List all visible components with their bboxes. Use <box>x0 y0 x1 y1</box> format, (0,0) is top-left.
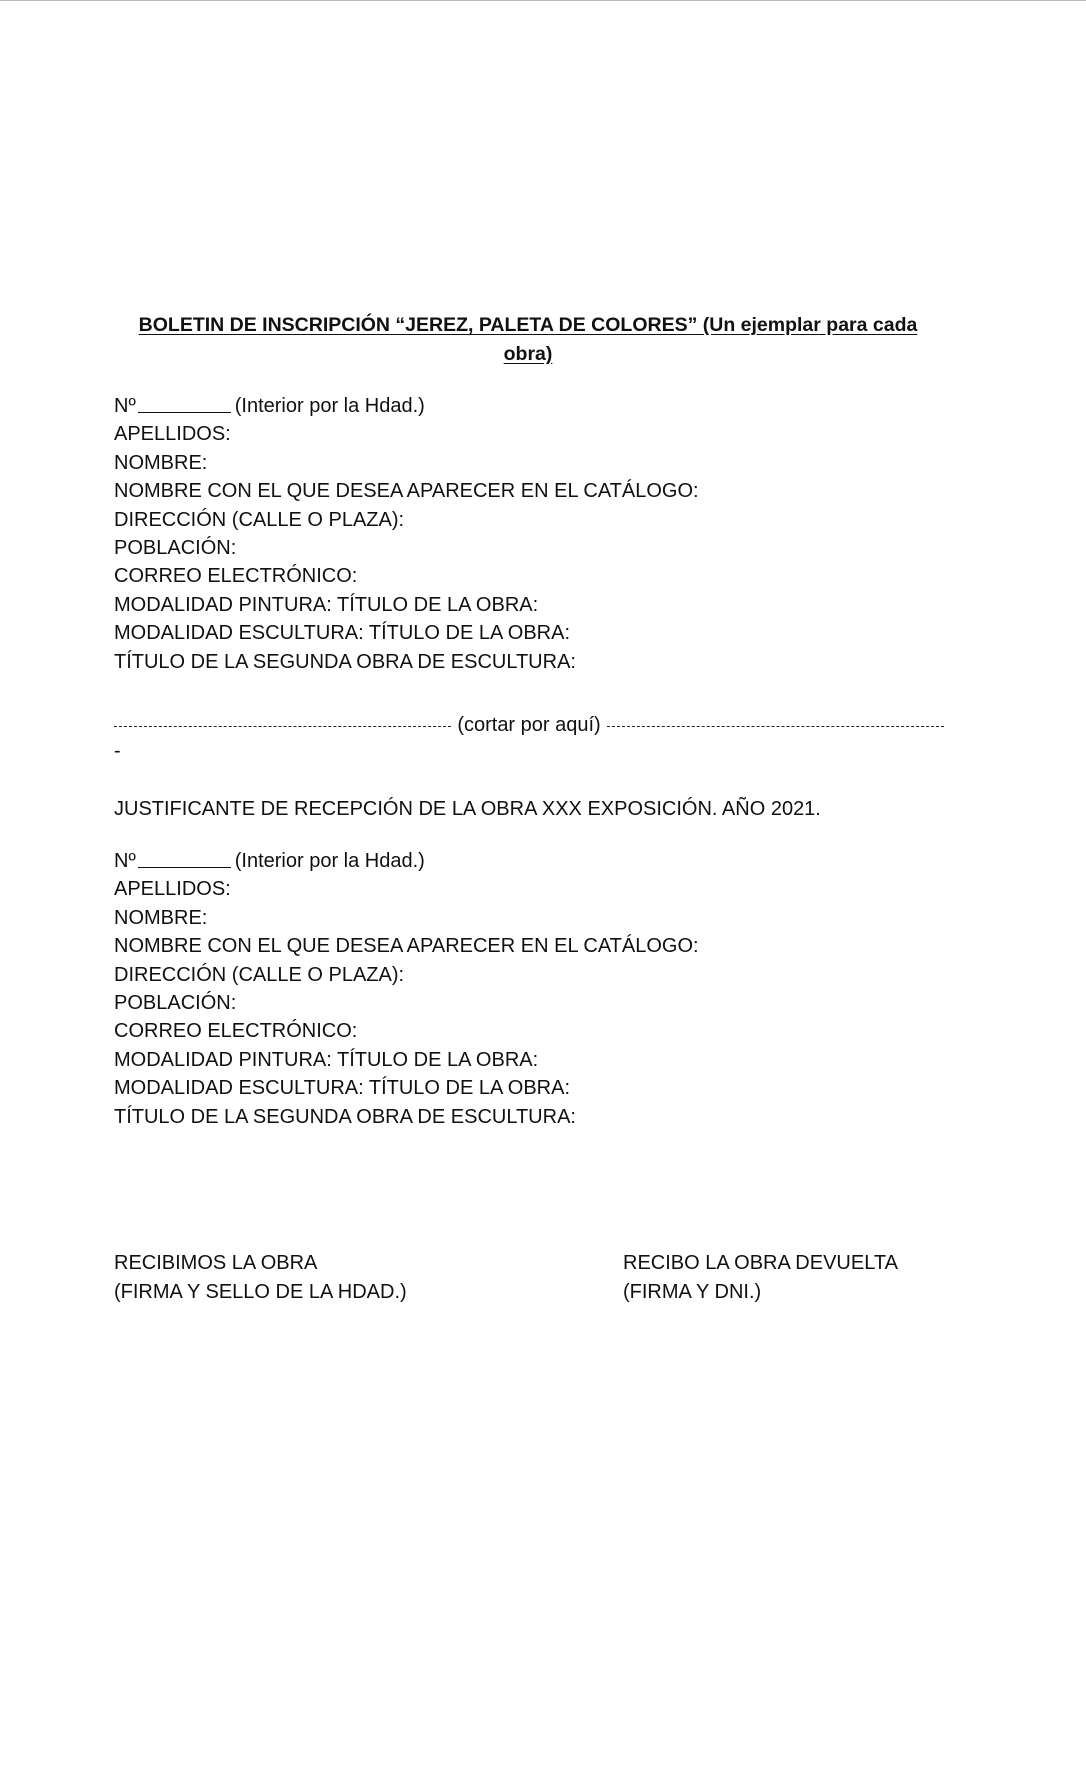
receipt-field-poblacion: POBLACIÓN: <box>114 991 237 1014</box>
receipt-field-direccion: DIRECCIÓN (CALLE O PLAZA): <box>114 963 405 986</box>
number-prefix: Nº <box>114 395 136 417</box>
signature-hermandad-note: (FIRMA Y SELLO DE LA HDAD.) <box>114 1281 407 1303</box>
number-blank <box>138 394 231 413</box>
receipt-heading: JUSTIFICANTE DE RECEPCIÓN DE LA OBRA XXX EXPOSICIÓN. AÑO 2021. <box>114 798 821 820</box>
cut-line-tail: - <box>114 740 121 762</box>
receipt-number-line <box>114 847 974 875</box>
field-correo: CORREO ELECTRÓNICO: <box>114 565 358 588</box>
receipt-field-modalidad-pintura: MODALIDAD PINTURA: TÍTULO DE LA OBRA: <box>114 1048 539 1071</box>
field-modalidad-escultura: MODALIDAD ESCULTURA: TÍTULO DE LA OBRA: <box>114 622 571 645</box>
cut-line <box>114 711 944 739</box>
registration-form <box>114 392 974 676</box>
receipt-number-note: (Interior por la Hdad.) <box>234 850 425 872</box>
receipt-number-blank <box>138 849 231 868</box>
receipt-field-apellidos: APELLIDOS: <box>114 878 231 901</box>
signature-hermandad-label: RECIBIMOS LA OBRA <box>114 1252 318 1274</box>
receipt-field-nombre: NOMBRE: <box>114 906 208 929</box>
receipt-form <box>114 847 974 1131</box>
field-segunda-obra-escultura: TÍTULO DE LA SEGUNDA OBRA DE ESCULTURA: <box>114 650 576 673</box>
signature-return-label: RECIBO LA OBRA DEVUELTA <box>623 1252 898 1274</box>
field-modalidad-pintura: MODALIDAD PINTURA: TÍTULO DE LA OBRA: <box>114 593 539 616</box>
signature-return <box>623 1249 898 1307</box>
cut-dashes-right <box>607 726 944 727</box>
field-direccion: DIRECCIÓN (CALLE O PLAZA): <box>114 508 405 531</box>
signature-hermandad <box>114 1249 407 1307</box>
number-note: (Interior por la Hdad.) <box>234 395 425 417</box>
receipt-field-nombre-catalogo: NOMBRE CON EL QUE DESEA APARECER EN EL CATÁLOGO: <box>114 935 699 958</box>
field-poblacion: POBLACIÓN: <box>114 536 237 559</box>
registration-number-line <box>114 392 974 420</box>
signature-return-note: (FIRMA Y DNI.) <box>623 1281 762 1303</box>
cut-label: (cortar por aquí) <box>457 714 601 736</box>
form-title <box>130 311 926 369</box>
field-nombre: NOMBRE: <box>114 451 208 474</box>
cut-dashes-left <box>114 726 451 727</box>
receipt-field-segunda-obra-escultura: TÍTULO DE LA SEGUNDA OBRA DE ESCULTURA: <box>114 1105 576 1128</box>
form-title-line-1: BOLETIN DE INSCRIPCIÓN “JEREZ, PALETA DE COLORES” (Un ejemplar para cada <box>138 314 918 336</box>
field-apellidos: APELLIDOS: <box>114 423 231 446</box>
receipt-number-prefix: Nº <box>114 850 136 872</box>
receipt-field-modalidad-escultura: MODALIDAD ESCULTURA: TÍTULO DE LA OBRA: <box>114 1077 571 1100</box>
field-nombre-catalogo: NOMBRE CON EL QUE DESEA APARECER EN EL CATÁLOGO: <box>114 480 699 503</box>
receipt-field-correo: CORREO ELECTRÓNICO: <box>114 1020 358 1043</box>
form-title-line-2: obra) <box>503 343 553 365</box>
